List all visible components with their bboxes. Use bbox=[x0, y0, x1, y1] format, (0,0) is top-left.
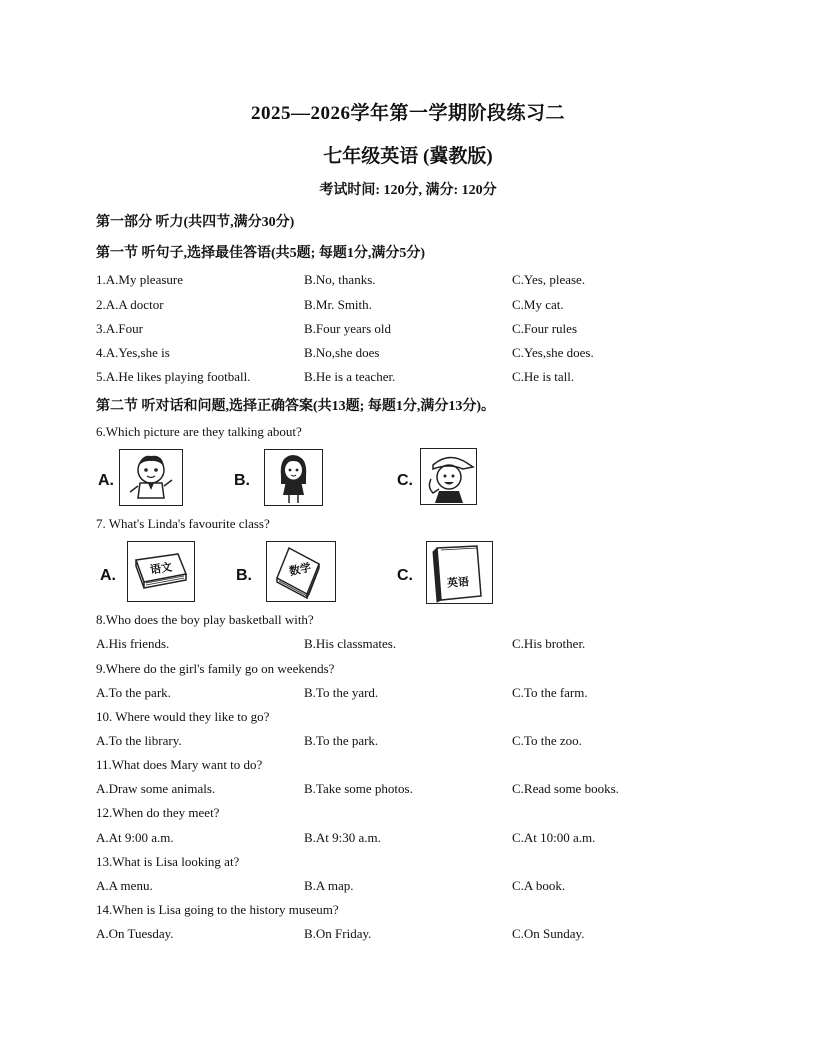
exam-info: 考试时间: 120分, 满分: 120分 bbox=[319, 183, 497, 198]
question-row-11 bbox=[0, 781, 816, 799]
girl-picture bbox=[264, 449, 323, 506]
option-c: C.Yes, please. bbox=[512, 272, 586, 287]
option-a: 5.A.He likes playing football. bbox=[96, 369, 251, 384]
option-b: B.At 9:30 a.m. bbox=[304, 830, 381, 845]
option-b: B.He is a teacher. bbox=[304, 369, 396, 384]
option-b: B.To the park. bbox=[304, 733, 379, 748]
option-a: 3.A.Four bbox=[96, 321, 143, 336]
picture-label-a: A. bbox=[100, 567, 116, 584]
english-book-picture bbox=[426, 541, 493, 604]
question-row-8 bbox=[0, 636, 816, 654]
option-a: A.On Tuesday. bbox=[96, 926, 174, 941]
question-row-5 bbox=[0, 369, 816, 387]
option-c: C.To the zoo. bbox=[512, 733, 582, 748]
section2-heading: 第二节 听对话和问题,选择正确答案(共13题; 每题1分,满分13分)。 bbox=[96, 399, 495, 414]
option-a: 2.A.A doctor bbox=[96, 297, 164, 312]
question-9-text: 9.Where do the girl's family go on weekends? bbox=[96, 661, 335, 676]
book-icon bbox=[427, 542, 492, 603]
option-c: C.He is tall. bbox=[512, 369, 575, 384]
option-c: C.Read some books. bbox=[512, 781, 619, 796]
question-row-10 bbox=[0, 733, 816, 751]
option-a: A.Draw some animals. bbox=[96, 781, 216, 796]
option-a: A.His friends. bbox=[96, 636, 170, 651]
chinese-book-picture bbox=[127, 541, 195, 602]
question-8-text: 8.Who does the boy play basketball with? bbox=[96, 612, 314, 627]
part1-heading: 第一部分 听力(共四节,满分30分) bbox=[96, 215, 295, 230]
picture-label-b: B. bbox=[234, 472, 250, 489]
option-b: B.Take some photos. bbox=[304, 781, 413, 796]
question-7-text: 7. What's Linda's favourite class? bbox=[96, 516, 270, 531]
question-10-text: 10. Where would they like to go? bbox=[96, 709, 270, 724]
option-c: C.At 10:00 a.m. bbox=[512, 830, 596, 845]
book-title: 英语 bbox=[446, 575, 470, 590]
girl-icon bbox=[265, 450, 322, 505]
question-row-4 bbox=[0, 345, 816, 363]
question-12-text: 12.When do they meet? bbox=[96, 805, 220, 820]
option-a: A.To the park. bbox=[96, 685, 171, 700]
option-b: B.Four years old bbox=[304, 321, 392, 336]
picture-label-a: A. bbox=[98, 472, 114, 489]
cap-boy-icon bbox=[421, 449, 476, 504]
question-row-12 bbox=[0, 830, 816, 848]
option-b: B.To the yard. bbox=[304, 685, 379, 700]
option-a: 1.A.My pleasure bbox=[96, 272, 184, 287]
boy-icon bbox=[120, 450, 182, 505]
book-title: 语文 bbox=[149, 560, 173, 577]
math-book-picture bbox=[266, 541, 336, 602]
option-c: C.His brother. bbox=[512, 636, 586, 651]
section1-heading: 第一节 听句子,选择最佳答语(共5题; 每题1分,满分5分) bbox=[96, 246, 425, 261]
page-title: 2025—2026学年第一学期阶段练习二 bbox=[250, 103, 565, 124]
book-title: 数学 bbox=[287, 560, 313, 579]
picture-label-b: B. bbox=[236, 567, 252, 584]
option-c: C.Four rules bbox=[512, 321, 577, 336]
question-6-text: 6.Which picture are they talking about? bbox=[96, 424, 302, 439]
option-a: A.At 9:00 a.m. bbox=[96, 830, 174, 845]
question-row-14 bbox=[0, 926, 816, 944]
page-subtitle: 七年级英语 (冀教版) bbox=[323, 146, 493, 167]
option-b: B.On Friday. bbox=[304, 926, 372, 941]
question-row-9 bbox=[0, 685, 816, 703]
option-c: C.To the farm. bbox=[512, 685, 588, 700]
option-b: B.No, thanks. bbox=[304, 272, 376, 287]
option-b: B.No,she does bbox=[304, 345, 380, 360]
question-row-3 bbox=[0, 321, 816, 339]
option-a: A.To the library. bbox=[96, 733, 182, 748]
option-b: B.His classmates. bbox=[304, 636, 397, 651]
option-c: C.Yes,she does. bbox=[512, 345, 594, 360]
picture-label-c: C. bbox=[397, 567, 413, 584]
question-row-13 bbox=[0, 878, 816, 896]
option-c: C.On Sunday. bbox=[512, 926, 585, 941]
picture-label-c: C. bbox=[397, 472, 413, 489]
option-a: A.A menu. bbox=[96, 878, 153, 893]
boy-with-cap-picture bbox=[420, 448, 477, 505]
question-11-text: 11.What does Mary want to do? bbox=[96, 757, 263, 772]
question-row-2 bbox=[0, 297, 816, 315]
option-b: B.A map. bbox=[304, 878, 354, 893]
option-c: C.My cat. bbox=[512, 297, 564, 312]
option-a: 4.A.Yes,she is bbox=[96, 345, 170, 360]
question-row-1 bbox=[0, 272, 816, 290]
option-b: B.Mr. Smith. bbox=[304, 297, 372, 312]
question-14-text: 14.When is Lisa going to the history museum? bbox=[96, 902, 339, 917]
option-c: C.A book. bbox=[512, 878, 566, 893]
question-13-text: 13.What is Lisa looking at? bbox=[96, 854, 240, 869]
boy-picture bbox=[119, 449, 183, 506]
